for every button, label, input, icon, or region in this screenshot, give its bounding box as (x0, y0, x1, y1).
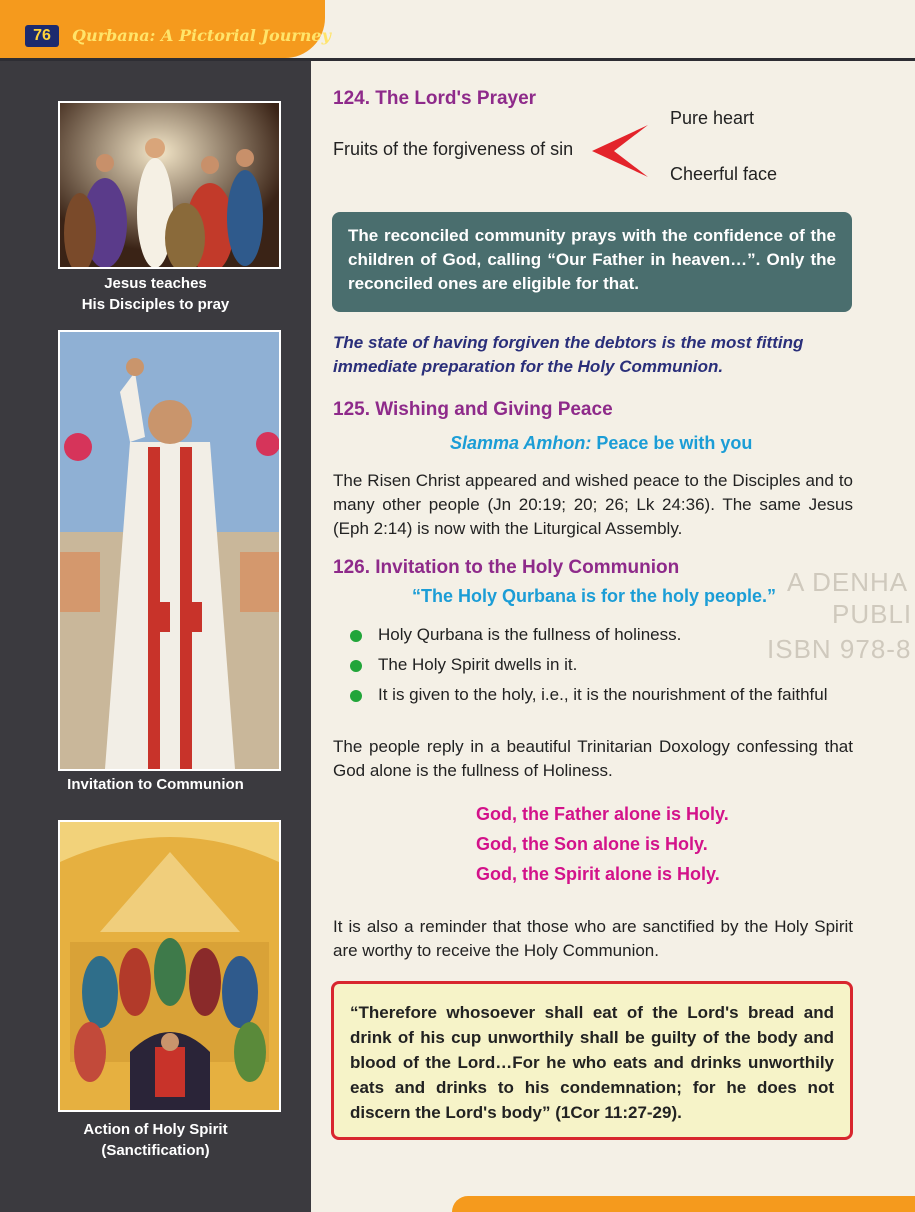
caption-invitation-communion (0, 774, 311, 795)
section-heading-126: 126. Invitation to the Holy Communion (333, 557, 680, 578)
watermark: A DENHA (787, 567, 909, 597)
bullet-text: The Holy Spirit dwells in it. (378, 655, 578, 674)
page-number: 76 (25, 25, 59, 47)
caption-line: Jesus teaches (104, 275, 207, 292)
bullet-text: Holy Qurbana is the fullness of holiness. (378, 625, 682, 644)
bullet-icon (350, 630, 362, 642)
scripture-quote-box: “Therefore whosoever shall eat of the Lord's bread and drink of his cup unworthily shall be guilty of the body and blood of the Lord…For he who eats and drinks unworthily eats and drinks to his condemnation; for he does not discern the Lord's body” (1Cor 11:27-29). (331, 981, 853, 1140)
caption-line: Invitation to Communion (67, 776, 244, 793)
section-heading-125: 125. Wishing and Giving Peace (333, 399, 613, 420)
book-title: Qurbana: A Pictorial Journey (72, 26, 331, 45)
bullet-item (350, 625, 681, 645)
forgiveness-label: Fruits of the forgiveness of sin (333, 139, 574, 159)
caption-line: (Sanctification) (101, 1142, 210, 1159)
photo-jesus-teaching (58, 101, 281, 269)
bullet-item (350, 655, 577, 675)
red-chevron-icon (590, 121, 650, 181)
caption-line: His Disciples to pray (81, 296, 230, 313)
peace-greeting (450, 433, 752, 454)
caption-line: Action of Holy Spirit (83, 1121, 228, 1138)
photo-holy-spirit-icon (58, 820, 281, 1112)
fruit-pure-heart: Pure heart (670, 108, 755, 128)
sanctified-reminder: It is also a reminder that those who are sanctified by the Holy Spirit are worthy to receive the Holy Communion. (333, 917, 853, 960)
holy-people-subheading: “The Holy Qurbana is for the holy people.” (412, 586, 777, 606)
photo-invitation-communion (58, 330, 281, 771)
caption-holy-spirit (0, 1119, 311, 1161)
watermark: ISBN 978-8 (767, 634, 912, 664)
bullet-text: It is given to the holy, i.e., it is the nourishment of the faithful (378, 685, 828, 704)
watermark: PUBLI (832, 599, 913, 629)
caption-jesus-teaching (0, 273, 311, 315)
greeting-meaning: Peace be with you (591, 433, 753, 453)
footer-bar (452, 1196, 915, 1212)
reconciled-community-box: The reconciled community prays with the confidence of the children of God, calling “Our Father in heaven…”. Only the reconciled ones are eligible for that. (332, 212, 852, 312)
bullet-icon (350, 690, 362, 702)
section-heading-124: 124. The Lord's Prayer (333, 88, 537, 109)
greeting-term: Slamma Amhon: (450, 433, 592, 453)
forgiven-debtors-note: The state of having forgiven the debtors is the most fitting immediate preparation for the Holy Communion. (333, 333, 804, 376)
doxology-line: God, the Son alone is Holy. (476, 834, 708, 854)
bullet-icon (350, 660, 362, 672)
risen-christ-paragraph: The Risen Christ appeared and wished peace to the Disciples and to many other people (Jn 20:19; 20; 26; Lk 24:36). The same Jesus (Eph 2:14) is now with the Liturgical Assembly. (333, 471, 853, 538)
bullet-item (350, 685, 827, 705)
doxology-intro: The people reply in a beautiful Trinitarian Doxology confessing that God alone is the fullness of Holiness. (333, 737, 853, 780)
fruit-cheerful-face: Cheerful face (670, 164, 778, 184)
doxology-line: God, the Father alone is Holy. (476, 804, 729, 824)
doxology-line: God, the Spirit alone is Holy. (476, 864, 720, 884)
